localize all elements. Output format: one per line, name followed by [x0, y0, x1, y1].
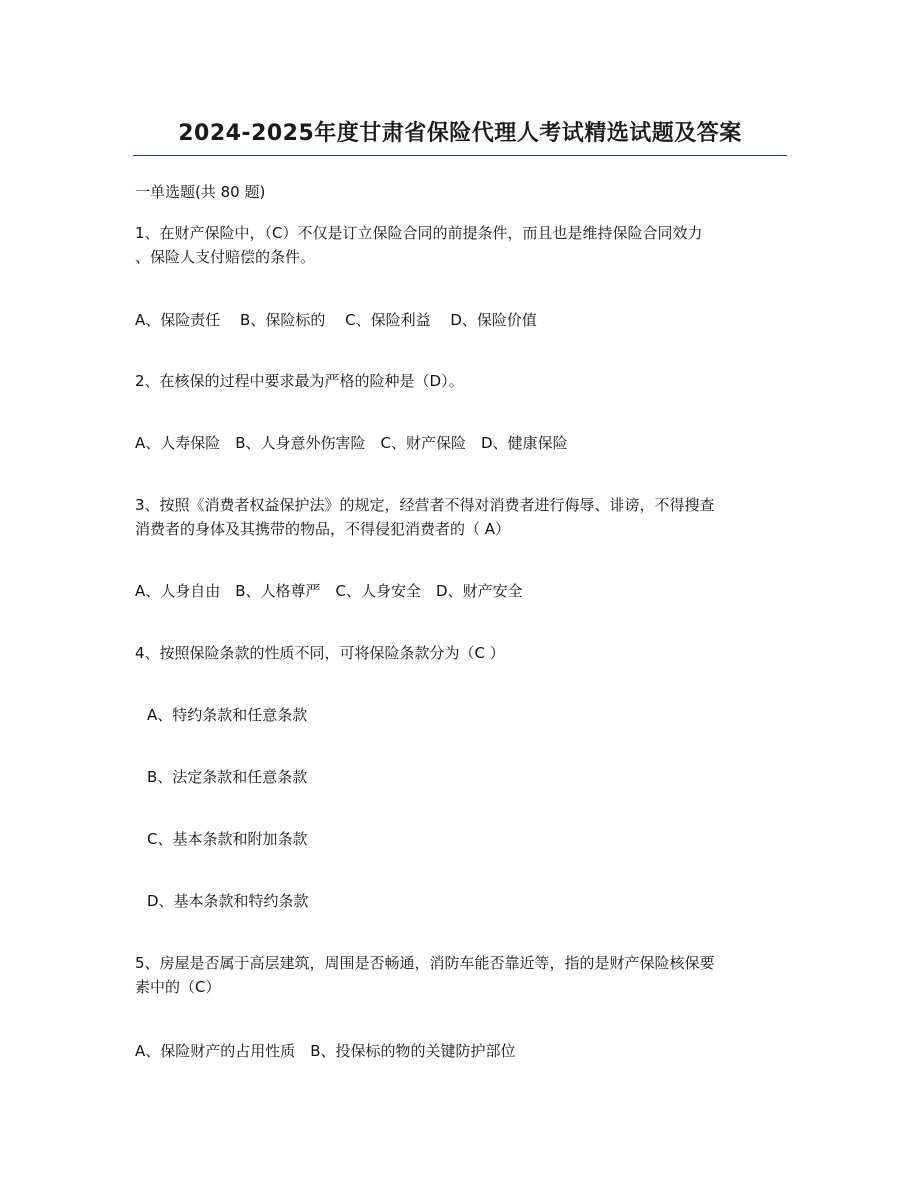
- question-4-option-b: B、法定条款和任意条款: [147, 768, 308, 786]
- question-4-option-c: C、基本条款和附加条款: [147, 830, 308, 848]
- question-5-line-1: 5、房屋是否属于高层建筑，周围是否畅通，消防车能否靠近等，指的是财产保险核保要: [135, 954, 715, 972]
- question-3-line-2: 消费者的身体及其携带的物品，不得侵犯消费者的（ A）: [135, 520, 511, 538]
- question-1-line-2: 、保险人支付赔偿的条件。: [135, 248, 316, 266]
- question-2-options: A、人寿保险 B、人身意外伤害险 C、财产保险 D、健康保险: [135, 434, 568, 452]
- question-4-option-d: D、基本条款和特约条款: [147, 892, 309, 910]
- question-3-options: A、人身自由 B、人格尊严 C、人身安全 D、财产安全: [135, 582, 523, 600]
- question-5-line-2: 素中的（C）: [135, 978, 221, 996]
- page-title: 2024-2025年度甘肃省保险代理人考试精选试题及答案: [178, 121, 742, 146]
- section-header: 一单选题(共 80 题): [135, 183, 266, 201]
- question-1-options: A、保险责任 B、保险标的 C、保险利益 D、保险价值: [135, 311, 537, 329]
- question-5-options: A、保险财产的占用性质 B、投保标的物的关键防护部位: [135, 1042, 516, 1060]
- question-4-line-1: 4、按照保险条款的性质不同，可将保险条款分为（C ）: [135, 644, 505, 662]
- question-2-line-1: 2、在核保的过程中要求最为严格的险种是（D）。: [135, 372, 464, 390]
- question-4-option-a: A、特约条款和任意条款: [147, 706, 308, 724]
- title-divider: [133, 155, 787, 156]
- question-3-line-1: 3、按照《消费者权益保护法》的规定，经营者不得对消费者进行侮辱、诽谤，不得搜查: [135, 496, 715, 514]
- question-1-line-1: 1、在财产保险中，（C）不仅是订立保险合同的前提条件，而且也是维持保险合同效力: [135, 224, 703, 242]
